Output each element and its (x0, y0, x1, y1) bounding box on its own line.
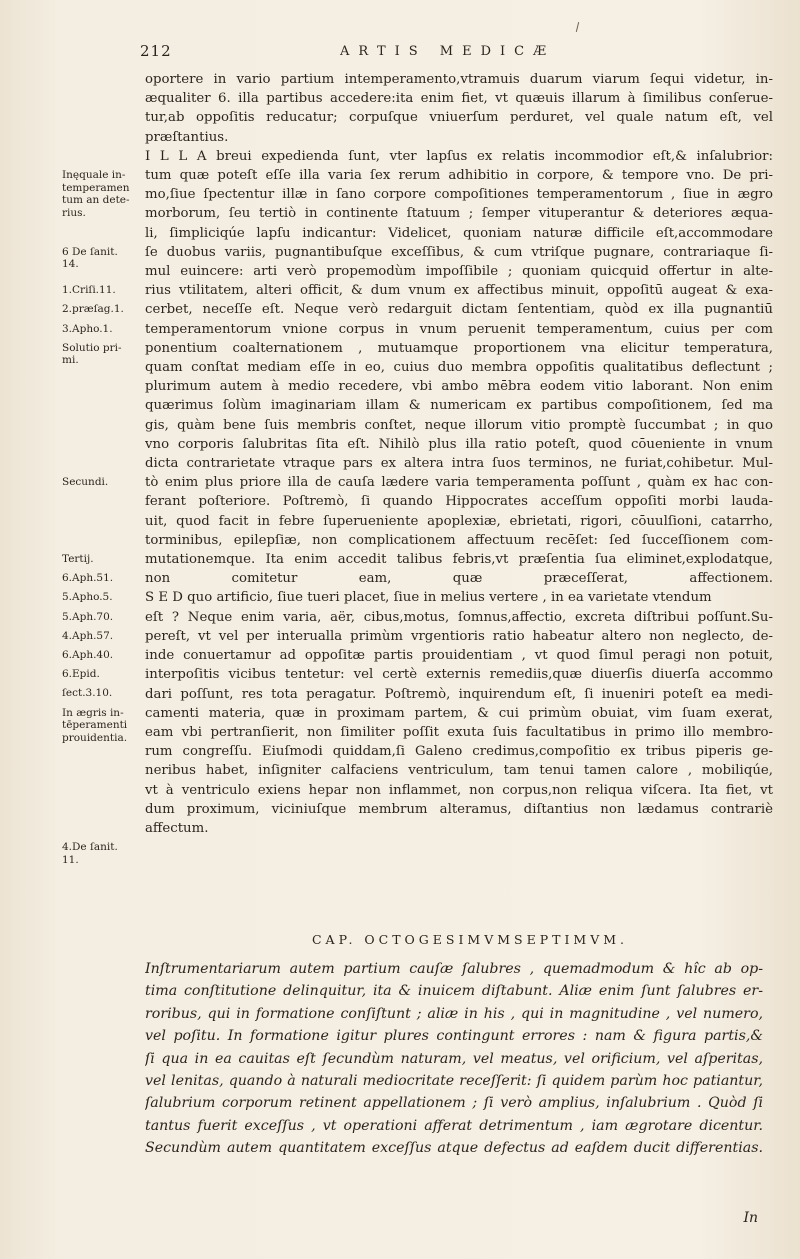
text-line: tum quæ poteſt eſſe illa varia ſex rerum adhibitio in corpore, & tempore vno. De pri- (145, 168, 773, 184)
margin-note-line: Solutio pri- (62, 341, 122, 354)
margin-note (62, 323, 140, 336)
margin-note-line: tum an dete- (62, 194, 130, 206)
margin-note (62, 611, 140, 624)
margin-note-line: tēperamenti (62, 719, 128, 732)
margin-note-line: prouidentia. (62, 731, 128, 744)
margin-note-line: 1.Criſi.11. (62, 284, 116, 297)
margin-note-line: 5.Apho.5. (62, 591, 113, 604)
margin-note (62, 668, 140, 681)
margin-note (62, 591, 140, 604)
text-line: affectum. (145, 820, 209, 836)
margin-note-line: 6 De ſanit. (62, 245, 118, 258)
margin-note (62, 284, 140, 297)
text-line: non comitetur eam, quæ præceſſerat, affectionem. (145, 571, 773, 587)
italic-line: tantus fuerit exceſſus , vt operationi afferat detrimentum , iam ægrotare dicentur. (145, 1117, 763, 1134)
margin-note (62, 649, 140, 662)
margin-note-line: 2.præſag.1. (62, 303, 124, 316)
text-line: vt à ventriculo exiens hepar non inflammet, non corpus,non reliqua viſcera. Ita fiet, vt (145, 782, 773, 798)
margin-note (62, 687, 140, 700)
text-line: dari poſſunt, res tota peragatur. Poſtremò, inquirendum eſt, ſi inueniri poteſt ea medi- (145, 686, 773, 702)
margin-note (62, 630, 140, 643)
text-line: rius vtilitatem, alteri officit, & dum vnum ex affectibus minuit, oppoſitū augeat & exa- (145, 283, 773, 299)
text-line: temperamentorum vnione corpus in vnum peruenit temperamentum, cuius per com (145, 321, 773, 337)
text-line: inde conuertamur ad oppoſitæ partis prouidentiam , vt quod ſimul peragi non potuit, (145, 648, 773, 664)
margin-note-line: ſect.3.10. (62, 687, 113, 700)
text-line: S E D quo artificio, ſiue tueri placet, ſiue in melius vertere , in ea varietate vtendum (145, 590, 712, 606)
ink-mark (576, 22, 579, 32)
text-line: ferant poſteriore. Poſtremò, ſi quando Hippocrates acceſſum oppoſiti morbi lauda- (145, 494, 773, 510)
margin-note-line: Inęquale in- (62, 169, 126, 181)
margin-note (62, 169, 140, 219)
italic-line: ſi qua in ea cauitas eſt ſecundùm naturam, vel meatus, vel orificium, vel aſperitas, (145, 1050, 763, 1067)
margin-note-line: 3.Apho.1. (62, 322, 113, 335)
running-title: ARTIS MEDICÆ (340, 44, 556, 59)
margin-note-line: 5.Aph.70. (62, 610, 114, 623)
text-line: vno corporis ſalubritas ſita eſt. Nihilò plus illa ratio poteſt, quod cōueniente in vnum (145, 436, 773, 452)
text-line: eſt ? Neque enim varia, aër, cibus,motus, ſomnus,affectio, excreta diſtribui poſſunt.Su- (145, 609, 773, 625)
text-line: I L L A breui expedienda ſunt, vter lapſus ex relatis incommodior eſt,& inſalubrior: (145, 148, 773, 164)
text-line: ponentium coalternationem , mutuamque proportionem vna elicitur temperatura, (145, 340, 773, 356)
italic-line: ſalubrium corporum retinent appellationem ; ſi verò amplius, inſalubrium . Quòd ſi (145, 1095, 763, 1112)
catchword: In (743, 1210, 758, 1226)
text-line: mutationemque. Ita enim accedit talibus febris,vt præſentia ſua eliminet,explodatque, (145, 552, 773, 568)
margin-note (62, 342, 140, 367)
margin-note (62, 553, 140, 566)
text-line: tur,ab oppoſitis reducatur; corpuſque vniuerſum perduret, vel quale natum eſt, vel (145, 110, 773, 126)
margin-note-line: mi. (62, 354, 79, 367)
text-line: tò enim plus priore illa de cauſa lædere varia temperamenta poſſunt , quàm ex hac con- (145, 475, 773, 491)
text-line: mo,ſiue ſpectentur illæ in ſano corpore compoſitiones temperamentorum , ſiue in ægro (145, 187, 773, 203)
chapter-text (145, 958, 763, 1160)
italic-line: Secundùm autem quantitatem exceſſus atque defectus ad eaſdem ducit differentias. (145, 1140, 763, 1157)
text-line: morborum, ſeu tertiò in continente ſtatuum ; ſemper vituperantur & deteriores æqua- (145, 206, 773, 222)
margin-note-line: In ægris in- (62, 706, 124, 719)
italic-line: vel poſitu. In formatione igitur plures contingunt errores : nam & figura partis,& (145, 1028, 763, 1045)
text-line: li, ſimpliciqúe lapſu indicantur: Videlicet, quoniam naturæ difficile eſt,accommodare (145, 225, 773, 241)
main-text (145, 70, 773, 838)
margin-note-line: 11. (62, 853, 79, 866)
text-line: ſe duobus variis, pugnantibuſque exceſſibus, & cum vtriſque pugnare, contrariaque ſi- (145, 244, 773, 260)
text-line: cerbet, neceſſe eſt. Neque verò redarguit dictam ſententiam, quòd ex illa pugnantiū (145, 302, 773, 318)
text-line: dum proximum, viciniuſque membrum alteramus, diſtantius non lædamus contrariè (145, 801, 773, 817)
text-line: quam conſtat mediam eſſe in eo, cuius duo membra oppoſitis qualitatibus deflectunt ; (145, 360, 773, 376)
margin-note (62, 707, 140, 745)
text-line: interpoſitis vicibus tentetur: vel certè externis remediis,quæ diuerſis diuerſa accommo (145, 667, 773, 683)
margin-note-line: Tertij. (62, 553, 94, 565)
text-line: neribus habet, inſigniter calfaciens ventriculum, tam tenui tamen calore , mobiliqúe, (145, 763, 773, 779)
text-line: mul euincere: arti verò propemodùm impoſſibile ; quoniam quicquid offertur in alte- (145, 264, 773, 280)
chapter-heading: CAP. OCTOGESIMVMSEPTIMVM. (311, 932, 629, 947)
margin-note-line: 6.Aph.40. (62, 649, 114, 661)
italic-line: roribus, qui in formatione conſiſtunt ; aliæ in his , qui in magnitudine , vel numero, (145, 1005, 763, 1022)
margin-note (62, 476, 140, 489)
text-line: quærimus ſolùm imaginariam illam & numericam ex partibus compoſitionem, ſed ma (145, 398, 773, 414)
text-line: torminibus, epilepſiæ, non complicationem affectuum recēſet: ſed ſucceſſionem com- (145, 532, 773, 548)
text-line: dicta contrarietate vtraque pars ex altera intra ſuos terminos, ne furiat,cohibetur. Mul- (145, 456, 773, 472)
margin-note-line: 14. (62, 258, 79, 271)
margin-note-line: 6.Epid. (62, 668, 100, 681)
text-line: rum congreſſu. Eiuſmodi quiddam,ſi Galeno credimus,compoſitio ex tribus piperis ge- (145, 744, 773, 760)
margin-note (62, 303, 140, 316)
text-line: plurimum autem à medio recedere, vbi ambo mēbra eodem vitio laborant. Non enim (145, 379, 773, 395)
text-line: pereſt, vt vel per interualla primùm vrgentioris ratio habeatur altero non neglecto, de- (145, 628, 773, 644)
margin-note (62, 246, 140, 271)
page-header (140, 42, 770, 66)
margin-note-line: 4.Aph.57. (62, 629, 114, 642)
text-line: oportere in vario partium intemperamento,vtramuis duarum viarum ſequi videtur, in- (145, 72, 773, 87)
page-number: 212 (140, 42, 172, 60)
margin-note-line: 4.De ſanit. (62, 841, 118, 853)
text-line: æqualiter 6. illa partibus accedere:ita enim fiet, vt quæuis illarum à ſimilibus conſerue- (145, 91, 773, 107)
text-line: eam vbi pertranſierit, non ſimiliter poſſit exuta ſuis facultatibus in primo illo membro- (145, 724, 773, 740)
italic-line: tima conſtitutione delinquitur, ita & inuicem diſtabunt. Aliæ enim ſunt ſalubres er- (145, 983, 763, 1000)
margin-note-line: Secundi. (62, 476, 109, 489)
text-line: præſtantius. (145, 129, 229, 145)
text-line: uit, quod facit in febre ſuperueniente apoplexiæ, ebrietati, rigori, cōuulſioni, catarrho, (145, 513, 773, 529)
italic-line: Inſtrumentariarum autem partium cauſæ ſalubres , quemadmodum & hîc ab op- (145, 961, 763, 977)
text-line: camenti materia, quæ in proximam partem, & cui primùm obuiat, vim ſuam exerat, (145, 705, 773, 721)
italic-line: vel lenitas, quando à naturali mediocritate receſſerit: ſi quidem parùm hoc patiantur, (145, 1073, 763, 1090)
margin-note (62, 572, 140, 585)
margin-note-line: rius. (62, 206, 86, 219)
text-line: gis, quàm bene ſuis membris conſtet, neque illorum vitio promptè ſuccumbat ; in quo (145, 417, 773, 433)
margin-note-line: 6.Aph.51. (62, 572, 114, 585)
margin-note-line: temperamen (62, 181, 130, 194)
margin-note (62, 841, 140, 866)
